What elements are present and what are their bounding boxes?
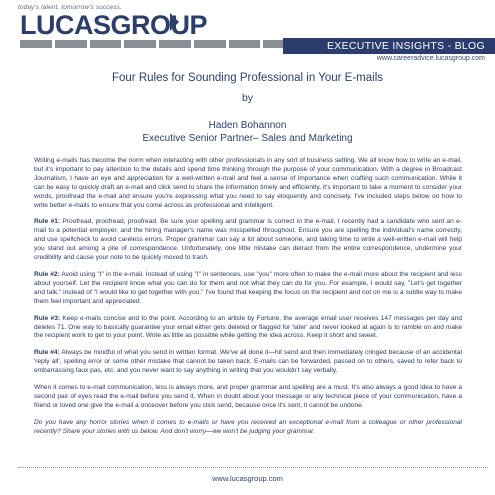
page-header	[0, 0, 495, 72]
tagline: today's talent. tomorrow's success.	[18, 4, 122, 11]
logo-lucas: LUCAS	[20, 10, 111, 40]
byline-by: by	[241, 92, 254, 104]
footer-divider	[18, 467, 488, 468]
intro-paragraph: Writing e-mails has become the norm when interacting with other professionals in any sort of business setting. We all know how to write an e-mail, but it's important to pay attention to the details and spend time thinking through the purpose of your communication. With a degree in Broadcast Journalism, I have an eye and appreciation for a well-written e-mail and feel a sense of importance when crafting such communication. While it can be easy to quickly draft an e-mail and click send to share the information timely and efficiently, it's important to take a moment to consider your words, proofread the e-mail and ensure you're expressing what you need to say eloquently and concisely. I've included steps below on how to write better e-mails to ensure that you come across as professional and intelligent.	[34, 157, 462, 209]
article-body	[34, 157, 462, 445]
rule-label: Rule #3:	[34, 314, 61, 322]
header-bar	[55, 40, 87, 48]
article-title: Four Rules for Sounding Professional in Your E-mails	[111, 72, 384, 84]
banner-title: EXECUTIVE INSIGHTS - BLOG	[326, 40, 485, 52]
logo-group: GROUP	[110, 10, 208, 40]
rule-paragraph	[34, 349, 462, 376]
author-role: Executive Senior Partner– Sales and Marketing	[142, 133, 353, 144]
article-heading	[0, 72, 495, 144]
rule-label: Rule #2:	[34, 270, 60, 278]
rule-text: Keep e-mails concise and to the point. According to an article by Fortune, the average email user receives 147 messages per day and deletes 71. One way to basically guarantee your email either gets deleted or flagged for 'later' and never looked at again is to ramble on and make the recipient work to get to your point. Write as little as possible while getting the idea across. Keep it short and sweet.	[34, 314, 462, 340]
rule-text: Always be mindful of what you send in written format. We've all done it—hit send and then immediately cringed because of an accidental 'reply all', spelling error or some other mistake that cannot be taken back. E-mails can be forwarded, passed on to others, saved to refer back to embarrassing faux pas, etc. and you never want to say anything in writing that you wouldn't say verbally.	[34, 349, 463, 375]
rule-paragraph	[34, 218, 462, 263]
rule-label: Rule #4:	[34, 349, 60, 357]
header-bars	[20, 40, 295, 48]
rule-text: Avoid using "I" in the e-mail. Instead of using "I" in sentences, use "you" more often to make the e-mail more about the recipient and less about yourself. Let the recipient know what you can do for them and not what they can do for you. For example, I would say, "Let's get together and talk." instead of "I would like to get together with you." I've found that keeping the focus on the recipient and not on me is a subtle way to make them feel important and appreciated.	[34, 270, 463, 305]
header-bar	[194, 40, 226, 48]
rule-paragraph	[34, 271, 462, 307]
header-bar	[20, 40, 52, 48]
outro-paragraph: When it comes to e-mail communication, less is always more, and proper grammar and spelling are a must. It's also always a good idea to have a second pair of eyes read the e-mail before you send it. When in doubt about your message or any technical piece of your communication, have a friend or loved one give the e-mail a onceover before you click send, because once it's sent, it cannot be undone.	[34, 384, 462, 409]
rule-text: Proofread, proofread, proofread. Be sure your spelling and grammar is correct in the e-mail. I recently had a candidate who sent an e-mail to a potential employer, and the hiring manager's name was misspelled throughout. Ensure you are spelling the individual's name correctly, and use spellcheck to avoid careless errors. Proper grammar can say a lot about someone, and taking time to write a well-written e-mail will help you stand out among a pile of correspondence. Unfortunately, one little mistake can detract from the entire correspondence, undermine your credibility and cause your note to be quickly moved to trash.	[34, 218, 462, 262]
header-bar	[90, 40, 122, 48]
logo-arrow-icon	[170, 13, 179, 31]
header-url-link[interactable]: www.careeradvice.lucasgroup.com	[376, 55, 485, 62]
closing-question: Do you have any horror stories when it comes to e-mails or have you received an exceptional e-mail from a colleague or other professional recently? Share your stories with us below. And don't worry—we won't be judging your grammar.	[34, 418, 462, 435]
header-bar	[159, 40, 191, 48]
header-bar	[124, 40, 156, 48]
rule-label: Rule #1:	[34, 218, 61, 226]
header-bar	[229, 40, 261, 48]
blog-banner	[283, 38, 495, 54]
footer-url-link[interactable]: www.lucasgroup.com	[212, 474, 283, 483]
rule-paragraph	[34, 315, 462, 342]
author-name: Haden Bohannon	[208, 120, 287, 131]
